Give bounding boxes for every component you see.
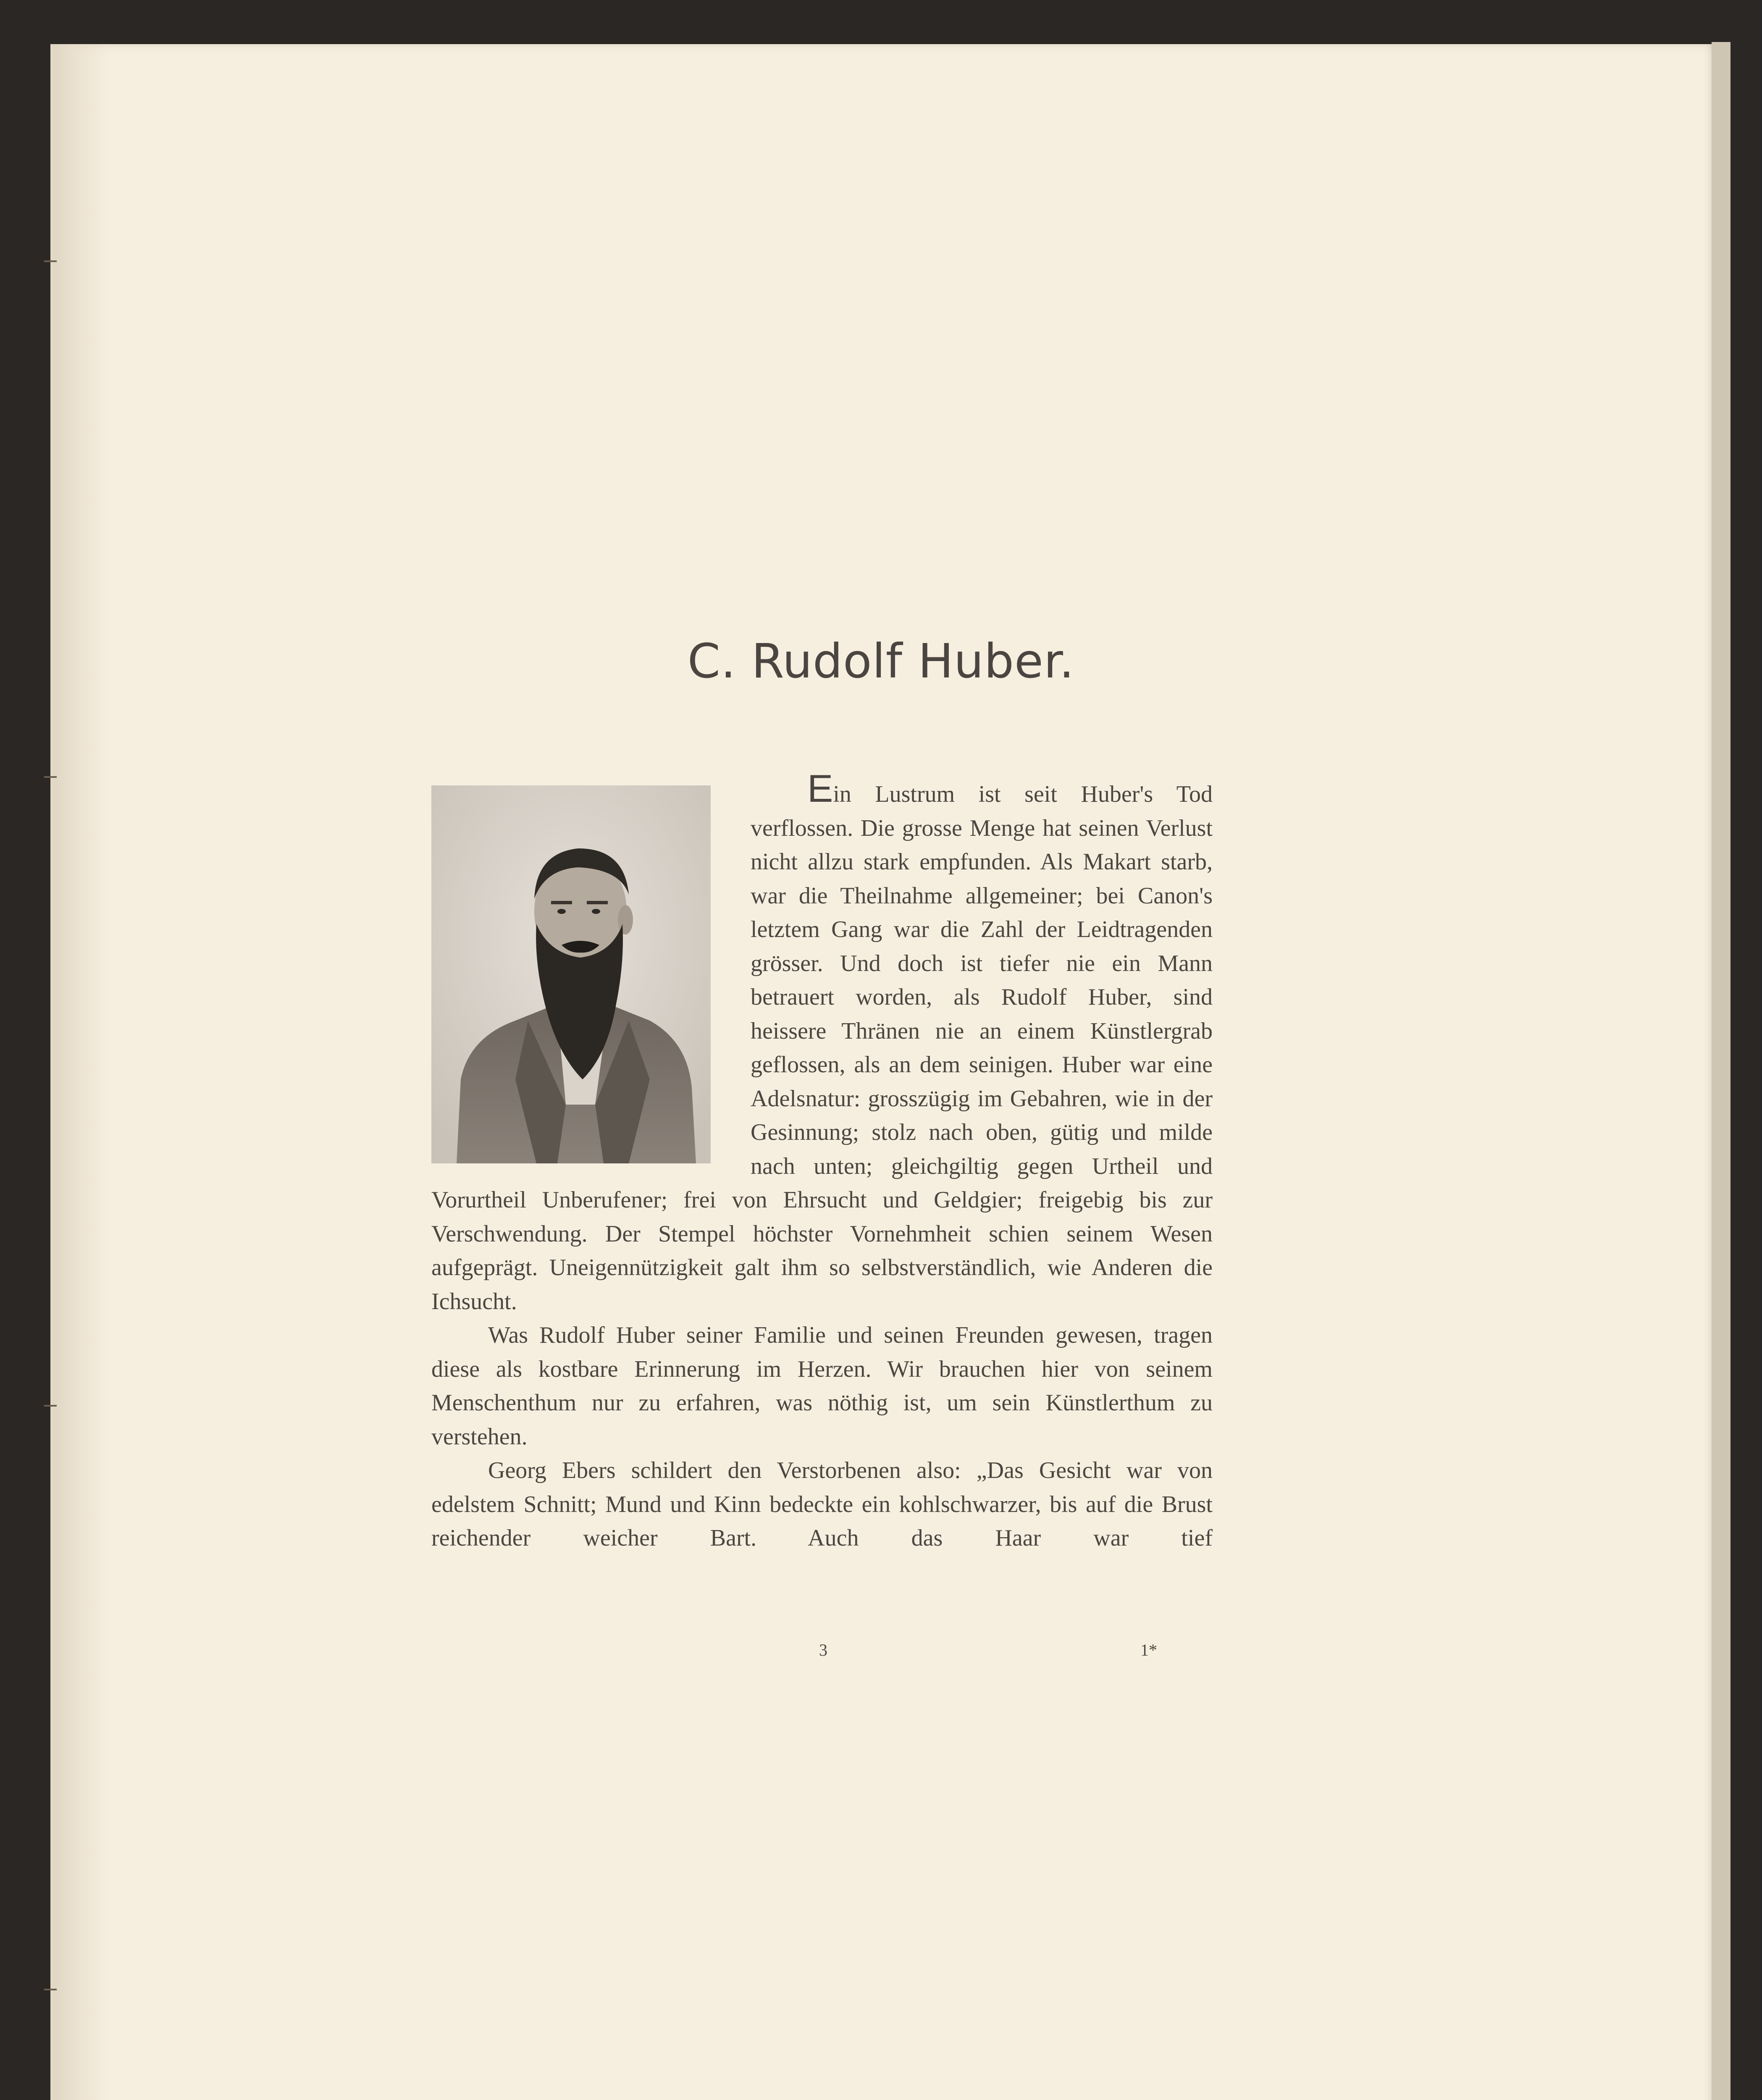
paragraph-2-text: Was Rudolf Huber seiner Familie und seinen Freunden gewesen, tragen diese als kostbare Erinnerung im Herzen. Wir brauchen hier von seinem Menschenthum nur zu erfahren, was nöthig ist, um sein Künstlerthum zu verstehen. <box>431 1322 1213 1450</box>
portrait-text-wrap <box>431 777 751 1176</box>
paragraph-1-text: in Lustrum ist seit Huber's Tod verflossen. Die grosse Menge hat seinen Verlust nicht allzu stark empfunden. Als Makart starb, war die Theilnahme allgemeiner; bei Canon's letztem Gang war die Zahl der Leidtragenden grösser. Und doch ist tiefer nie ein Mann betrauert worden, als Rudolf Huber, sind heissere Thränen nie an einem Künstlergrab geflossen, als an dem seinigen. Huber war eine Adelsnatur: grosszügig im Gebahren, wie in der Gesinnung; stolz nach oben, gütig und milde nach unten; gleichgiltig gegen Urtheil und Vorurtheil Unberufener; frei von Ehrsucht und Geldgier; freigebig bis zur Verschwendung. Der Stempel höchster Vornehmheit schien seinem Wesen aufgeprägt. Uneigennützigkeit galt ihm so selbstverständlich, wie Anderen die Ichsucht. <box>431 781 1213 1315</box>
drop-initial: E <box>807 767 833 810</box>
paragraph-3 <box>431 1454 1213 1555</box>
paragraph-3-text: Georg Ebers schildert den Verstorbenen also: „Das Gesicht war von edelstem Schnitt; Mund und Kinn bedeckte ein kohlschwarzer, bis auf die Brust reichender weicher Bart. Auch das Haar war tief <box>431 1457 1213 1551</box>
signature-mark: 1* <box>1140 1641 1157 1659</box>
binding-thread-mark <box>44 260 57 262</box>
page-gutter-shadow <box>50 44 109 2100</box>
page-number: 3 <box>819 1641 827 1659</box>
binding-thread-mark <box>44 1405 57 1407</box>
page-title: C. Rudolf Huber. <box>687 634 1075 689</box>
paragraph-2 <box>431 1318 1213 1454</box>
binding-thread-mark <box>44 776 57 778</box>
article-body <box>431 767 1213 1555</box>
binding-thread-mark <box>44 1989 57 1990</box>
page-edge <box>1712 42 1730 2100</box>
